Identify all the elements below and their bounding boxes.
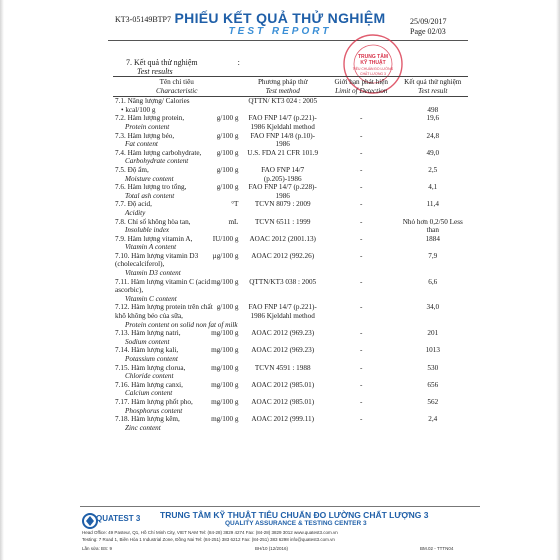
cell-limit-of-detection: - — [360, 165, 363, 174]
cell-english-name: Vitamin D3 content — [125, 269, 181, 278]
cell-english-name: Vitamin C content — [125, 294, 177, 303]
table-row — [113, 149, 468, 166]
report-date: 25/09/2017 — [410, 17, 447, 26]
cell-limit-of-detection: - — [360, 397, 363, 406]
section-subtitle: Test results — [137, 67, 173, 76]
cell-test-method: AOAC 2012 (992.26) — [251, 251, 315, 260]
seal-line-3: TIÊU CHUẨN ĐO LƯỜNG — [352, 67, 394, 71]
cell-limit-of-detection: - — [360, 148, 363, 157]
cell-limit-of-detection: - — [360, 346, 363, 355]
cell-limit-of-detection: - — [360, 380, 363, 389]
cell-english-name: Carbohydrate content — [125, 157, 189, 166]
cell-test-result: 201 — [427, 329, 439, 338]
header-limit-of-detection: Giới hạn phát hiện Limit of Detection — [325, 77, 398, 97]
table-row — [113, 132, 468, 149]
cell-characteristic — [113, 166, 240, 183]
cell-limit-of-detection: - — [360, 277, 363, 286]
cell-name: 7.18. Hàm lượng kẽm, — [115, 415, 180, 424]
cell-test-result: 2,5 — [428, 165, 438, 174]
cell-limit-of-detection: - — [360, 251, 363, 260]
title-vietnamese: PHIẾU KẾT QUẢ THỬ NGHIỆM — [174, 10, 386, 26]
cell-unit: mg/100 g — [211, 363, 239, 372]
cell-name: 7.7. Độ acid, — [115, 200, 152, 209]
cell-unit: mg/100 g — [211, 329, 239, 338]
cell-limit-of-detection: - — [360, 114, 363, 123]
results-table — [113, 76, 468, 432]
cell-test-result: 49,0 — [426, 148, 440, 157]
header-rule — [108, 40, 468, 41]
cell-characteristic — [113, 278, 240, 304]
footer-org-vietnamese: TRUNG TÂM KỸ THUẬT TIÊU CHUẨN ĐO LƯỜNG CHẤT LƯỢNG 3 — [160, 510, 429, 520]
cell-english-name: Moisture content — [125, 174, 174, 183]
cell-characteristic — [113, 97, 240, 106]
table-row — [113, 166, 468, 183]
cell-name: 7.8. Chỉ số không hòa tan, — [115, 217, 191, 226]
footer-address-testing: Testing: 7 Road 1, Biên Hòa 1 Industrial Zone, Đồng Nai Tel: (84-251) 383 6212 Fax: (84-251) 383 6298 info@quatest3.com.vn — [82, 537, 335, 542]
cell-unit: IU/100 g — [212, 234, 239, 243]
cell-unit: g/100 g — [216, 148, 239, 157]
table-row — [113, 303, 468, 329]
cell-test-result: Nhỏ hơn 0,2/50 Less than — [402, 217, 463, 235]
cell-test-method: QTTN/ KT3 024 : 2005 — [248, 97, 318, 106]
cell-english-name: Vitamin A content — [125, 243, 177, 252]
cell-test-method: FAO FNP 14/7 (p.221)- 1986 Kjeldahl method — [248, 114, 317, 131]
cell-test-method: AOAC 2012 (999.11) — [251, 415, 315, 424]
cell-test-method: AOAC 2012 (985.01) — [251, 397, 315, 406]
cell-test-result: 2,4 — [428, 415, 438, 424]
cell-unit: mg/100 g — [211, 397, 239, 406]
cell-name: 7.17. Hàm lượng phốt pho, — [115, 397, 193, 406]
cell-name: 7.3. Hàm lượng béo, — [115, 131, 175, 140]
cell-unit: g/100 g — [216, 183, 239, 192]
cell-unit: g/100 g — [216, 303, 239, 312]
cell-english-name: Sodium content — [125, 337, 170, 346]
cell-characteristic — [113, 132, 240, 149]
cell-test-result: 24,8 — [426, 131, 440, 140]
page-edge-right — [556, 0, 560, 560]
cell-test-method: AOAC 2012 (969.23) — [251, 346, 315, 355]
cell-characteristic — [113, 106, 240, 115]
cell-name: 7.16. Hàm lượng canxi, — [115, 380, 183, 389]
table-row — [113, 278, 468, 304]
cell-english-name: Phosphorus content — [125, 406, 183, 415]
seal-line-1: TRUNG TÂM — [358, 54, 388, 60]
cell-test-result: 19,6 — [426, 114, 440, 123]
cell-unit: mg/100 g — [211, 415, 239, 424]
cell-unit: °T — [231, 200, 239, 209]
cell-name: 7.9. Hàm lượng vitamin A, — [115, 234, 193, 243]
cell-characteristic — [113, 346, 240, 363]
cell-unit: mL — [228, 217, 239, 226]
cell-test-result: 656 — [427, 380, 439, 389]
table-row — [113, 235, 468, 252]
cell-limit-of-detection: - — [360, 131, 363, 140]
table-row — [113, 114, 468, 131]
cell-name: 7.1. Năng lượng/ Calories — [115, 97, 190, 106]
footer-form-code: BM.02 - TTTN04 — [420, 546, 454, 551]
cell-characteristic — [113, 398, 240, 415]
cell-characteristic — [113, 252, 240, 278]
cell-test-method: FAO FNP 14/7 (p.221)- 1986 Kjeldahl method — [248, 303, 317, 321]
cell-name: 7.13. Hàm lượng natri, — [115, 329, 181, 338]
table-row — [113, 183, 468, 200]
cell-name: 7.5. Độ ẩm, — [115, 165, 149, 174]
table-row — [113, 252, 468, 278]
cell-test-method: AOAC 2012 (985.01) — [251, 380, 315, 389]
table-row — [113, 364, 468, 381]
footer-org-english: QUALITY ASSURANCE & TESTING CENTER 3 — [225, 520, 367, 527]
cell-unit: mg/100 g — [211, 277, 239, 286]
cell-test-method: FAO FNP 14/8 (p.10)- 1986 — [250, 131, 316, 149]
cell-test-result — [398, 97, 468, 106]
cell-characteristic — [113, 114, 240, 131]
title-english: TEST REPORT — [228, 26, 332, 37]
logo-text: QUATEST 3 — [96, 514, 141, 523]
cell-test-result: 4,1 — [428, 183, 438, 192]
table-row — [113, 97, 468, 106]
cell-test-result: 34,0 — [426, 303, 440, 312]
cell-name: 7.6. Hàm lượng tro tổng, — [115, 183, 187, 192]
cell-test-result: 562 — [427, 397, 439, 406]
cell-characteristic — [113, 364, 240, 381]
page-edge-left — [0, 0, 4, 560]
cell-english-name: Fat content — [125, 140, 158, 149]
table-row — [113, 381, 468, 398]
cell-name: 7.4. Hàm lượng carbohydrate, — [115, 148, 202, 157]
cell-name: 7.11. Hàm lượng vitamin C (acid ascorbic), — [115, 277, 211, 295]
cell-english-name: Zinc content — [125, 423, 161, 432]
cell-test-method: FAO FNP 14/7 (p.228)- 1986 — [248, 183, 317, 200]
cell-characteristic — [113, 235, 240, 252]
cell-english-name: Calcium content — [125, 389, 173, 398]
cell-characteristic — [113, 303, 240, 329]
cell-limit-of-detection: - — [360, 183, 363, 192]
cell-test-method: TCVN 8079 : 2009 — [254, 200, 311, 209]
header-characteristic: Tên chỉ tiêu Characteristic — [113, 77, 240, 97]
cell-characteristic — [113, 329, 240, 346]
cell-characteristic — [113, 183, 240, 200]
cell-test-result: 530 — [427, 363, 439, 372]
cell-limit-of-detection: - — [360, 329, 363, 338]
cell-test-result: 7,9 — [428, 251, 438, 260]
cell-unit: µg/100 g — [212, 251, 239, 260]
cell-english-name: Total ash content — [125, 191, 175, 200]
cell-english-name: Potassium content — [125, 355, 178, 363]
cell-unit: mg/100 g — [211, 346, 239, 355]
seal-line-4: CHẤT LƯỢNG 3 — [360, 72, 386, 76]
cell-test-result: 1884 — [425, 234, 440, 243]
table-row — [113, 106, 468, 115]
footer-form-date: BH/10 (12/2016) — [255, 546, 289, 551]
cell-test-result: 11,4 — [426, 200, 439, 209]
header-test-result: Kết quả thử nghiệm Test result — [398, 77, 468, 97]
cell-english-name: Insoluble index — [125, 226, 170, 235]
cell-test-method: AOAC 2012 (2001.13) — [249, 234, 316, 243]
table-header-row — [113, 77, 468, 97]
cell-limit-of-detection: - — [360, 415, 363, 424]
cell-test-method: AOAC 2012 (969.23) — [251, 329, 315, 338]
table-row — [113, 415, 468, 432]
seal-line-2: KỸ THUẬT — [360, 60, 386, 66]
cell-test-result: 1013 — [425, 346, 440, 355]
cell-characteristic — [113, 218, 240, 235]
cell-name: 7.14. Hàm lượng kali, — [115, 346, 179, 355]
section-title: 7. Kết quả thử nghiệm : — [126, 58, 240, 67]
table-row — [113, 218, 468, 235]
cell-english-name: Protein content — [125, 122, 170, 131]
cell-english-name: Protein content on solid non fat of milk — [125, 320, 238, 329]
cell-test-result: 6,6 — [428, 277, 438, 286]
cell-name: 7.10. Hàm lượng vitamin D3 (cholecalciferol), — [115, 251, 199, 269]
footer-form-revision: Lần sửa: BS: 9 — [82, 546, 113, 551]
cell-unit: g/100 g — [216, 131, 239, 140]
cell-test-method: QTTN/KT3 038 : 2005 — [249, 277, 317, 286]
page-number: Page 02/03 — [410, 27, 446, 36]
cell-name: 7.15. Hàm lượng clorua, — [115, 363, 186, 372]
table-row — [113, 329, 468, 346]
cell-english-name: Acidity — [125, 208, 146, 217]
table-row — [113, 398, 468, 415]
cell-test-method: FAO FNP 14/7 (p.205)-1986 — [261, 165, 305, 183]
document-number: KT3-05149BTP7 — [115, 15, 171, 24]
cell-test-method: TCVN 6511 : 1999 — [254, 217, 311, 226]
cell-unit: mg/100 g — [211, 380, 239, 389]
cell-test-method: TCVN 4591 : 1988 — [254, 363, 311, 372]
cell-characteristic — [113, 200, 240, 217]
cell-limit-of-detection: - — [360, 200, 363, 209]
cell-limit-of-detection: - — [360, 363, 363, 372]
cell-limit-of-detection: - — [360, 234, 363, 243]
cell-limit-of-detection — [325, 106, 398, 115]
cell-name: 7.2. Hàm lượng protein, — [115, 114, 185, 123]
cell-name: • kcal/100 g — [121, 105, 156, 114]
footer-rule — [80, 506, 480, 507]
cell-limit-of-detection: - — [360, 303, 363, 312]
cell-unit: g/100 g — [216, 114, 239, 123]
table-row — [113, 200, 468, 217]
cell-limit-of-detection — [325, 97, 398, 106]
header-test-method: Phương pháp thử Test method — [240, 77, 325, 97]
table-row — [113, 346, 468, 363]
cell-test-result: 498 — [427, 105, 439, 114]
footer-address-head-office: Head Office: 49 Pasteur, Q1, Hồ Chí Minh City, VIET NAM Tel: (84-28) 3829 4274 Fax: (84-28) 3829 3012 www.quatest3.com.vn — [82, 530, 338, 535]
cell-limit-of-detection: - — [360, 217, 363, 226]
cell-unit: g/100 g — [216, 165, 239, 174]
cell-test-method: U.S. FDA 21 CFR 101.9 — [247, 148, 319, 157]
cell-english-name: Chloride content — [125, 372, 174, 381]
cell-name: 7.12. Hàm lượng protein trên chất khô không béo của sữa, — [115, 303, 213, 321]
cell-test-method — [240, 106, 325, 115]
cell-characteristic — [113, 415, 240, 432]
cell-characteristic — [113, 149, 240, 166]
cell-characteristic — [113, 381, 240, 398]
